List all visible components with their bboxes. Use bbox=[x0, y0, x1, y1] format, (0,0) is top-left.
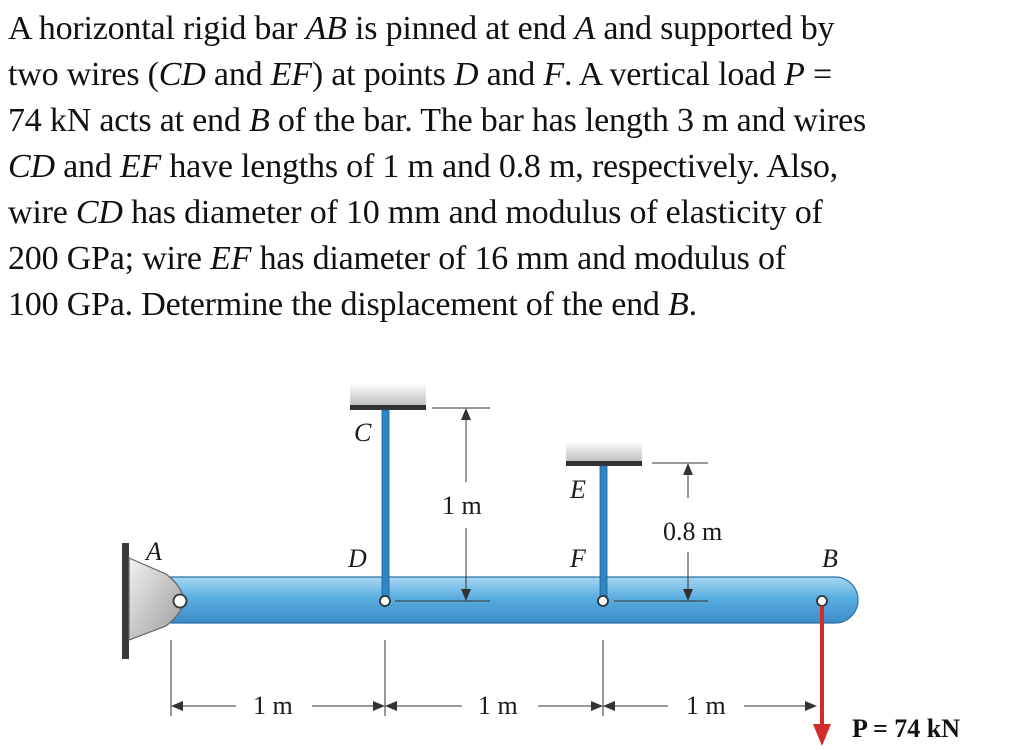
problem-symbol: B bbox=[668, 286, 689, 323]
problem-text: of the bar. The bar has length 3 m and wires bbox=[269, 102, 867, 139]
wire-ef bbox=[600, 466, 607, 600]
problem-text: A horizontal rigid bar bbox=[8, 10, 306, 47]
problem-text: = bbox=[804, 56, 833, 93]
label-d: D bbox=[348, 544, 367, 573]
problem-text: 200 GPa; wire bbox=[8, 240, 211, 277]
label-e: E bbox=[570, 475, 586, 504]
dim-ef-arrowhead-up bbox=[683, 463, 693, 475]
problem-text: 74 kN acts at end bbox=[8, 102, 249, 139]
pin-d bbox=[380, 596, 390, 606]
problem-symbol: CD bbox=[8, 148, 55, 185]
problem-symbol: EF bbox=[270, 56, 312, 93]
pin-a bbox=[174, 595, 187, 608]
problem-text: has diameter of 16 mm and modulus of bbox=[251, 240, 786, 277]
label-a: A bbox=[146, 537, 162, 566]
problem-text: have lengths of 1 m and 0.8 m, respectively. Also, bbox=[161, 148, 838, 185]
ceiling-e bbox=[566, 441, 642, 463]
problem-text: and bbox=[54, 148, 120, 185]
ceiling-c bbox=[350, 383, 426, 407]
problem-symbol: A bbox=[574, 10, 596, 47]
problem-text: and bbox=[205, 56, 271, 93]
span-3-arrow-left bbox=[603, 701, 615, 711]
dim-cd-label: 1 m bbox=[442, 491, 482, 520]
span-2-label: 1 m bbox=[478, 691, 518, 720]
problem-symbol: CD bbox=[158, 56, 206, 93]
ceiling-c-plate bbox=[350, 405, 426, 410]
dim-cd-arrowhead-up bbox=[461, 408, 471, 420]
span-2-arrow-left bbox=[385, 701, 397, 711]
problem-text: 100 GPa. Determine the displacement of the end bbox=[8, 286, 669, 323]
pin-b bbox=[817, 596, 827, 606]
label-c: C bbox=[354, 418, 372, 447]
problem-text: two wires ( bbox=[8, 56, 159, 93]
label-f: F bbox=[570, 544, 586, 573]
span-1-label: 1 m bbox=[253, 691, 293, 720]
problem-symbol: D bbox=[453, 56, 479, 93]
dim-ef-label: 0.8 m bbox=[663, 517, 723, 546]
problem-symbol: P bbox=[784, 56, 805, 93]
span-2-arrow-right bbox=[591, 701, 603, 711]
problem-symbol: EF bbox=[119, 148, 162, 185]
ceiling-e-plate bbox=[566, 461, 642, 466]
pin-f bbox=[598, 596, 608, 606]
problem-symbol: F bbox=[543, 56, 564, 93]
problem-symbol: CD bbox=[75, 194, 123, 231]
span-3-arrow-right bbox=[805, 701, 817, 711]
label-b: B bbox=[822, 544, 838, 573]
problem-text: ) at points bbox=[311, 56, 454, 93]
problem-text: is pinned at end bbox=[346, 10, 575, 47]
problem-text: . bbox=[688, 286, 697, 323]
problem-text: and supported by bbox=[595, 10, 835, 47]
wall-support bbox=[122, 543, 129, 659]
load-label: P = 74 kN bbox=[852, 714, 960, 743]
load-arrowhead bbox=[813, 724, 831, 746]
span-3-label: 1 m bbox=[686, 691, 726, 720]
problem-symbol: EF bbox=[210, 240, 252, 277]
problem-symbol: B bbox=[248, 102, 270, 139]
span-1-arrow-left bbox=[171, 701, 183, 711]
problem-text: and bbox=[478, 56, 544, 93]
problem-text: wire bbox=[8, 194, 76, 231]
problem-text: has diameter of 10 mm and modulus of elasticity of bbox=[122, 194, 823, 231]
rigid-bar bbox=[150, 577, 858, 623]
wire-cd bbox=[382, 410, 389, 600]
problem-text: . A vertical load bbox=[563, 56, 785, 93]
problem-symbol: AB bbox=[305, 10, 347, 47]
span-1-arrow-right bbox=[373, 701, 385, 711]
